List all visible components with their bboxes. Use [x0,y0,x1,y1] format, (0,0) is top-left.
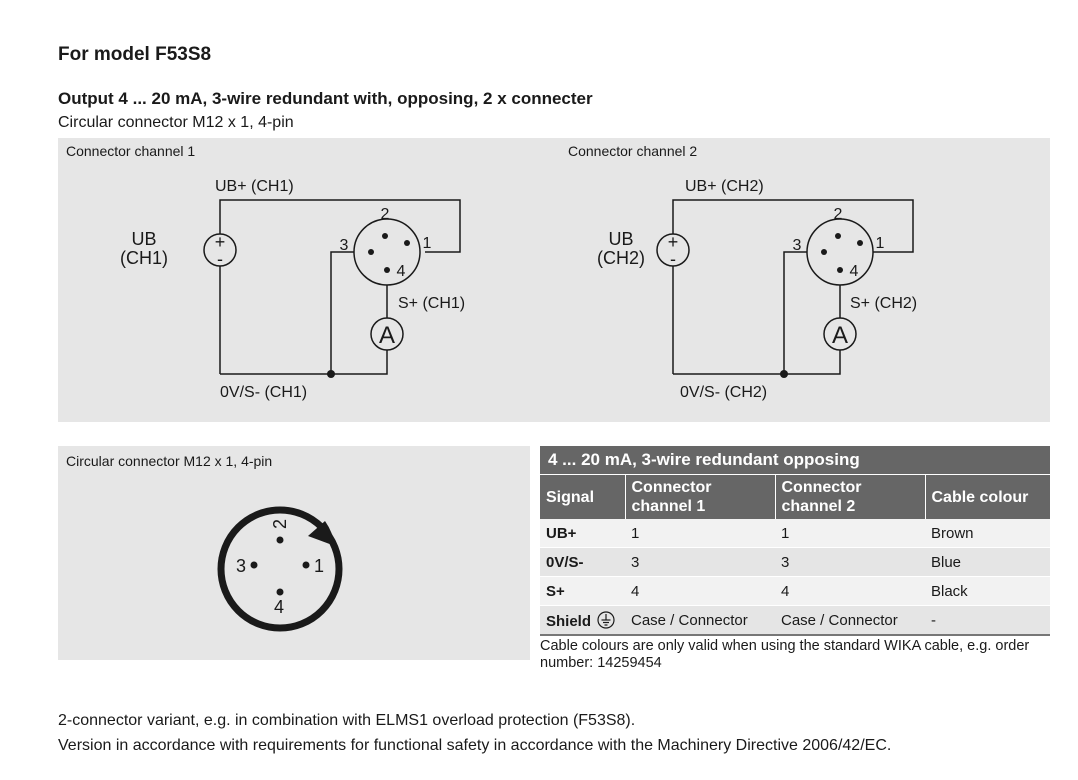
ch2-ub-plus-label: UB+ (CH2) [685,178,764,195]
ch2-panel-label: Connector channel 2 [568,143,698,159]
ch2-cell: 4 [775,577,925,606]
ch1-ub-channel-label: (CH1) [120,248,168,268]
ch1-cell: 4 [625,577,775,606]
ch2-cell: 1 [775,519,925,548]
signal-cell: 0V/S- [540,548,625,577]
colour-cell: Brown [925,519,1050,548]
ch2-pin-2: 2 [833,206,843,223]
header-cable-colour: Cable colour [925,475,1050,520]
table-row [540,519,1050,548]
ch2-s-plus-label: S+ (CH2) [850,295,918,312]
header-connector-ch1: Connector channel 1 [625,475,775,520]
ch2-pin-3: 3 [792,237,802,254]
footer-line-1: 2-connector variant, e.g. in combination with ELMS1 overload protection (F53S8). [58,712,636,729]
ch1-cell: Case / Connector [625,606,775,636]
ch2-0v-label: 0V/S- (CH2) [680,384,768,401]
ch2-ub-label: UB [608,229,634,249]
ch2-supply-symbol [657,232,689,269]
pinout-pin-2: 2 [270,518,290,530]
ch1-pin-3: 3 [339,237,349,254]
colour-cell: - [925,606,1050,636]
ch2-minus-sign: - [670,249,676,269]
ch1-s-plus-label: S+ (CH1) [398,295,466,312]
page-heading: For model F53S8 [58,44,212,65]
ch2-ammeter-symbol [824,318,856,350]
table-caption: 4 ... 20 mA, 3-wire redundant opposing [540,446,1050,475]
ch1-plus-sign: + [214,232,226,252]
colour-cell: Black [925,577,1050,606]
ch1-panel-label: Connector channel 1 [66,143,196,159]
ch2-ub-channel-label: (CH2) [597,248,645,268]
ch1-pin-4: 4 [396,263,406,280]
output-title: Output 4 ... 20 mA, 3-wire redundant with, opposing, 2 x connecter [58,89,593,108]
ch1-ammeter-symbol [371,318,403,350]
ch1-minus-sign: - [217,249,223,269]
ch1-0v-label: 0V/S- (CH1) [220,384,308,401]
pinout-pin-1: 1 [313,556,325,576]
ch2-cell: Case / Connector [775,606,925,636]
ch1-wiring [120,178,465,401]
wiring-diagram-panel [58,138,1050,422]
header-connector-ch2: Connector channel 2 [775,475,925,520]
pin-assignment-table [540,446,1050,636]
ch1-supply-symbol [204,232,236,269]
ch2-wiring [597,178,917,401]
signal-cell: S+ [540,577,625,606]
ch2-pin-1: 1 [875,235,885,252]
ch1-cell: 1 [625,519,775,548]
colour-cell: Blue [925,548,1050,577]
table-row [540,606,1050,636]
signal-cell: UB+ [540,519,625,548]
ch1-cell: 3 [625,548,775,577]
pinout-pin-3: 3 [235,556,247,576]
ch2-plus-sign: + [667,232,679,252]
pinout-pin-4: 4 [273,597,285,617]
ch2-cell: 3 [775,548,925,577]
ch2-pin-4: 4 [849,263,859,280]
table-row [540,577,1050,606]
ch1-ub-plus-label: UB+ (CH1) [215,178,294,195]
ch1-ub-label: UB [131,229,157,249]
ch2-ammeter-label: A [831,322,849,349]
table-row [540,548,1050,577]
footer-line-2: Version in accordance with requirements for functional safety in accordance with the Machinery Directive 2006/42/EC. [58,737,892,754]
ch1-connector-symbol [340,206,432,285]
cable-colour-note: Cable colours are only valid when using the standard WIKA cable, e.g. order number: 14259454 [540,638,1030,671]
ch1-junction-dot [327,370,335,378]
connector-pinout-drawing [58,446,530,660]
pinout-panel [58,446,530,660]
signal-cell [540,606,625,636]
shield-label: Shield [546,612,592,630]
ground-icon [597,611,615,629]
wiring-diagram [58,138,1050,422]
coding-key [308,521,335,546]
ch1-pin-2: 2 [380,206,390,223]
ch1-ammeter-label: A [378,322,396,349]
connector-subtitle: Circular connector M12 x 1, 4-pin [58,114,294,131]
ch1-pin-1: 1 [422,235,432,252]
ch2-junction-dot [780,370,788,378]
header-signal: Signal [540,475,625,520]
pinout-panel-label: Circular connector M12 x 1, 4-pin [66,453,273,469]
ch2-connector-symbol [793,206,885,285]
